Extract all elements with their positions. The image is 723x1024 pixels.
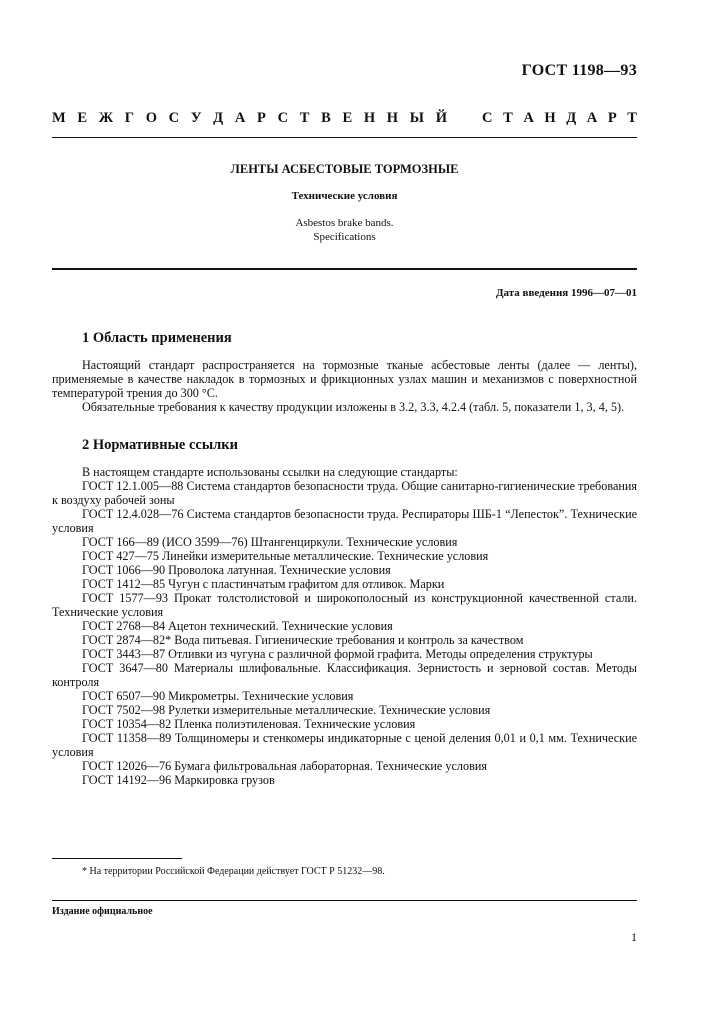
reference-item: ГОСТ 12.4.028—76 Система стандартов безопасности труда. Респираторы ШБ-1 “Лепесток”. Технические условия: [52, 507, 637, 535]
reference-item: ГОСТ 3443—87 Отливки из чугуна с различной формой графита. Методы определения структуры: [82, 647, 593, 661]
section-1-paragraph-1: Настоящий стандарт распространяется на тормозные тканые асбестовые ленты (далее — ленты), применяемые в качестве накладок в тормозных и фрикционных узлах машин и механизмов с поверхностной температурой трения до 300 °С.: [52, 358, 637, 400]
reference-item: ГОСТ 11358—89 Толщиномеры и стенкомеры индикаторные с ценой деления 0,01 и 0,1 мм. Технические условия: [52, 731, 637, 759]
standard-banner: [52, 110, 637, 127]
reference-item: ГОСТ 7502—98 Рулетки измерительные металлические. Технические условия: [82, 703, 491, 717]
reference-item: ГОСТ 2768—84 Ацетон технический. Технические условия: [82, 619, 393, 633]
footer-divider: [52, 900, 637, 901]
banner-letter: А: [523, 110, 534, 126]
banner-letter: Е: [342, 110, 353, 126]
reference-item: ГОСТ 10354—82 Пленка полиэтиленовая. Технические условия: [82, 717, 416, 731]
reference-item: ГОСТ 6507—90 Микрометры. Технические условия: [82, 689, 354, 703]
normative-references-list: [52, 465, 637, 787]
english-title-line1: Asbestos brake bands.: [295, 217, 394, 229]
page-number: 1: [631, 930, 637, 944]
banner-letter: А: [234, 110, 246, 126]
banner-letter: С: [482, 110, 493, 126]
official-edition-label: Издание официальное: [52, 906, 153, 917]
section-1-paragraph-2: Обязательные требования к качеству продукции изложены в 3.2, 3.3, 4.2.4 (табл. 5, показатели 1, 3, 4, 5).: [82, 400, 625, 414]
banner-word-standard: [482, 110, 637, 127]
footnote: * На территории Российской Федерации действует ГОСТ Р 51232—98.: [82, 866, 385, 877]
banner-letter: С: [277, 110, 289, 126]
banner-letter: Й: [435, 110, 447, 126]
reference-item: ГОСТ 1412—85 Чугун с пластинчатым графитом для отливок. Марки: [82, 577, 445, 591]
document-title: ЛЕНТЫ АСБЕСТОВЫЕ ТОРМОЗНЫЕ: [230, 162, 459, 176]
banner-letter: Е: [77, 110, 88, 126]
reference-item: ГОСТ 2874—82* Вода питьевая. Гигиенические требования и контроль за качеством: [82, 633, 524, 647]
banner-letter: Д: [213, 110, 224, 126]
banner-letter: Ж: [98, 110, 114, 126]
document-subtitle: Технические условия: [291, 190, 398, 202]
section-1-body: [52, 358, 637, 414]
banner-letter: А: [586, 110, 598, 126]
banner-letter: М: [52, 110, 66, 126]
banner-word-interstate: [52, 110, 447, 127]
reference-item: ГОСТ 1066—90 Проволока латунная. Технические условия: [82, 563, 391, 577]
banner-letter: В: [321, 110, 331, 126]
banner-letter: Н: [386, 110, 399, 126]
banner-letter: Ы: [409, 110, 424, 126]
banner-letter: У: [190, 110, 202, 126]
reference-item: ГОСТ 14192—96 Маркировка грузов: [82, 773, 275, 787]
banner-letter: Н: [363, 110, 376, 126]
reference-item: ГОСТ 3647—80 Материалы шлифовальные. Классификация. Зернистость и зерновой состав. Методы контроля: [52, 661, 637, 689]
top-divider: [52, 137, 637, 138]
section-1-heading: 1 Область применения: [82, 330, 232, 346]
banner-letter: Д: [566, 110, 577, 126]
reference-item: ГОСТ 12.1.005—88 Система стандартов безопасности труда. Общие санитарно-гигиенические требования к воздуху рабочей зоны: [52, 479, 637, 507]
banner-letter: Р: [257, 110, 266, 126]
title-divider: [52, 268, 637, 270]
footnote-divider: [52, 858, 182, 859]
banner-letter: Т: [299, 110, 310, 126]
banner-letter: Т: [627, 110, 637, 126]
banner-letter: Н: [544, 110, 556, 126]
introduction-date: Дата введения 1996—07—01: [495, 287, 637, 299]
banner-letter: Р: [607, 110, 617, 126]
banner-letter: Г: [124, 110, 134, 126]
banner-letter: О: [145, 110, 157, 126]
reference-item: ГОСТ 427—75 Линейки измерительные металлические. Технические условия: [82, 549, 489, 563]
banner-letter: Т: [503, 110, 513, 126]
english-title-line2: Specifications: [313, 231, 376, 243]
banner-letter: С: [168, 110, 180, 126]
english-title: [52, 216, 637, 244]
reference-item: ГОСТ 166—89 (ИСО 3599—76) Штангенциркули. Технические условия: [82, 535, 458, 549]
reference-item: ГОСТ 1577—93 Прокат толстолистовой и широкополосный из конструкционной качественной стали. Технические условия: [52, 591, 637, 619]
reference-item: ГОСТ 12026—76 Бумага фильтровальная лабораторная. Технические условия: [82, 759, 487, 773]
section-2-heading: 2 Нормативные ссылки: [82, 437, 238, 453]
references-intro: В настоящем стандарте использованы ссылки на следующие стандарты:: [82, 465, 458, 479]
standard-number: ГОСТ 1198—93: [521, 62, 637, 79]
